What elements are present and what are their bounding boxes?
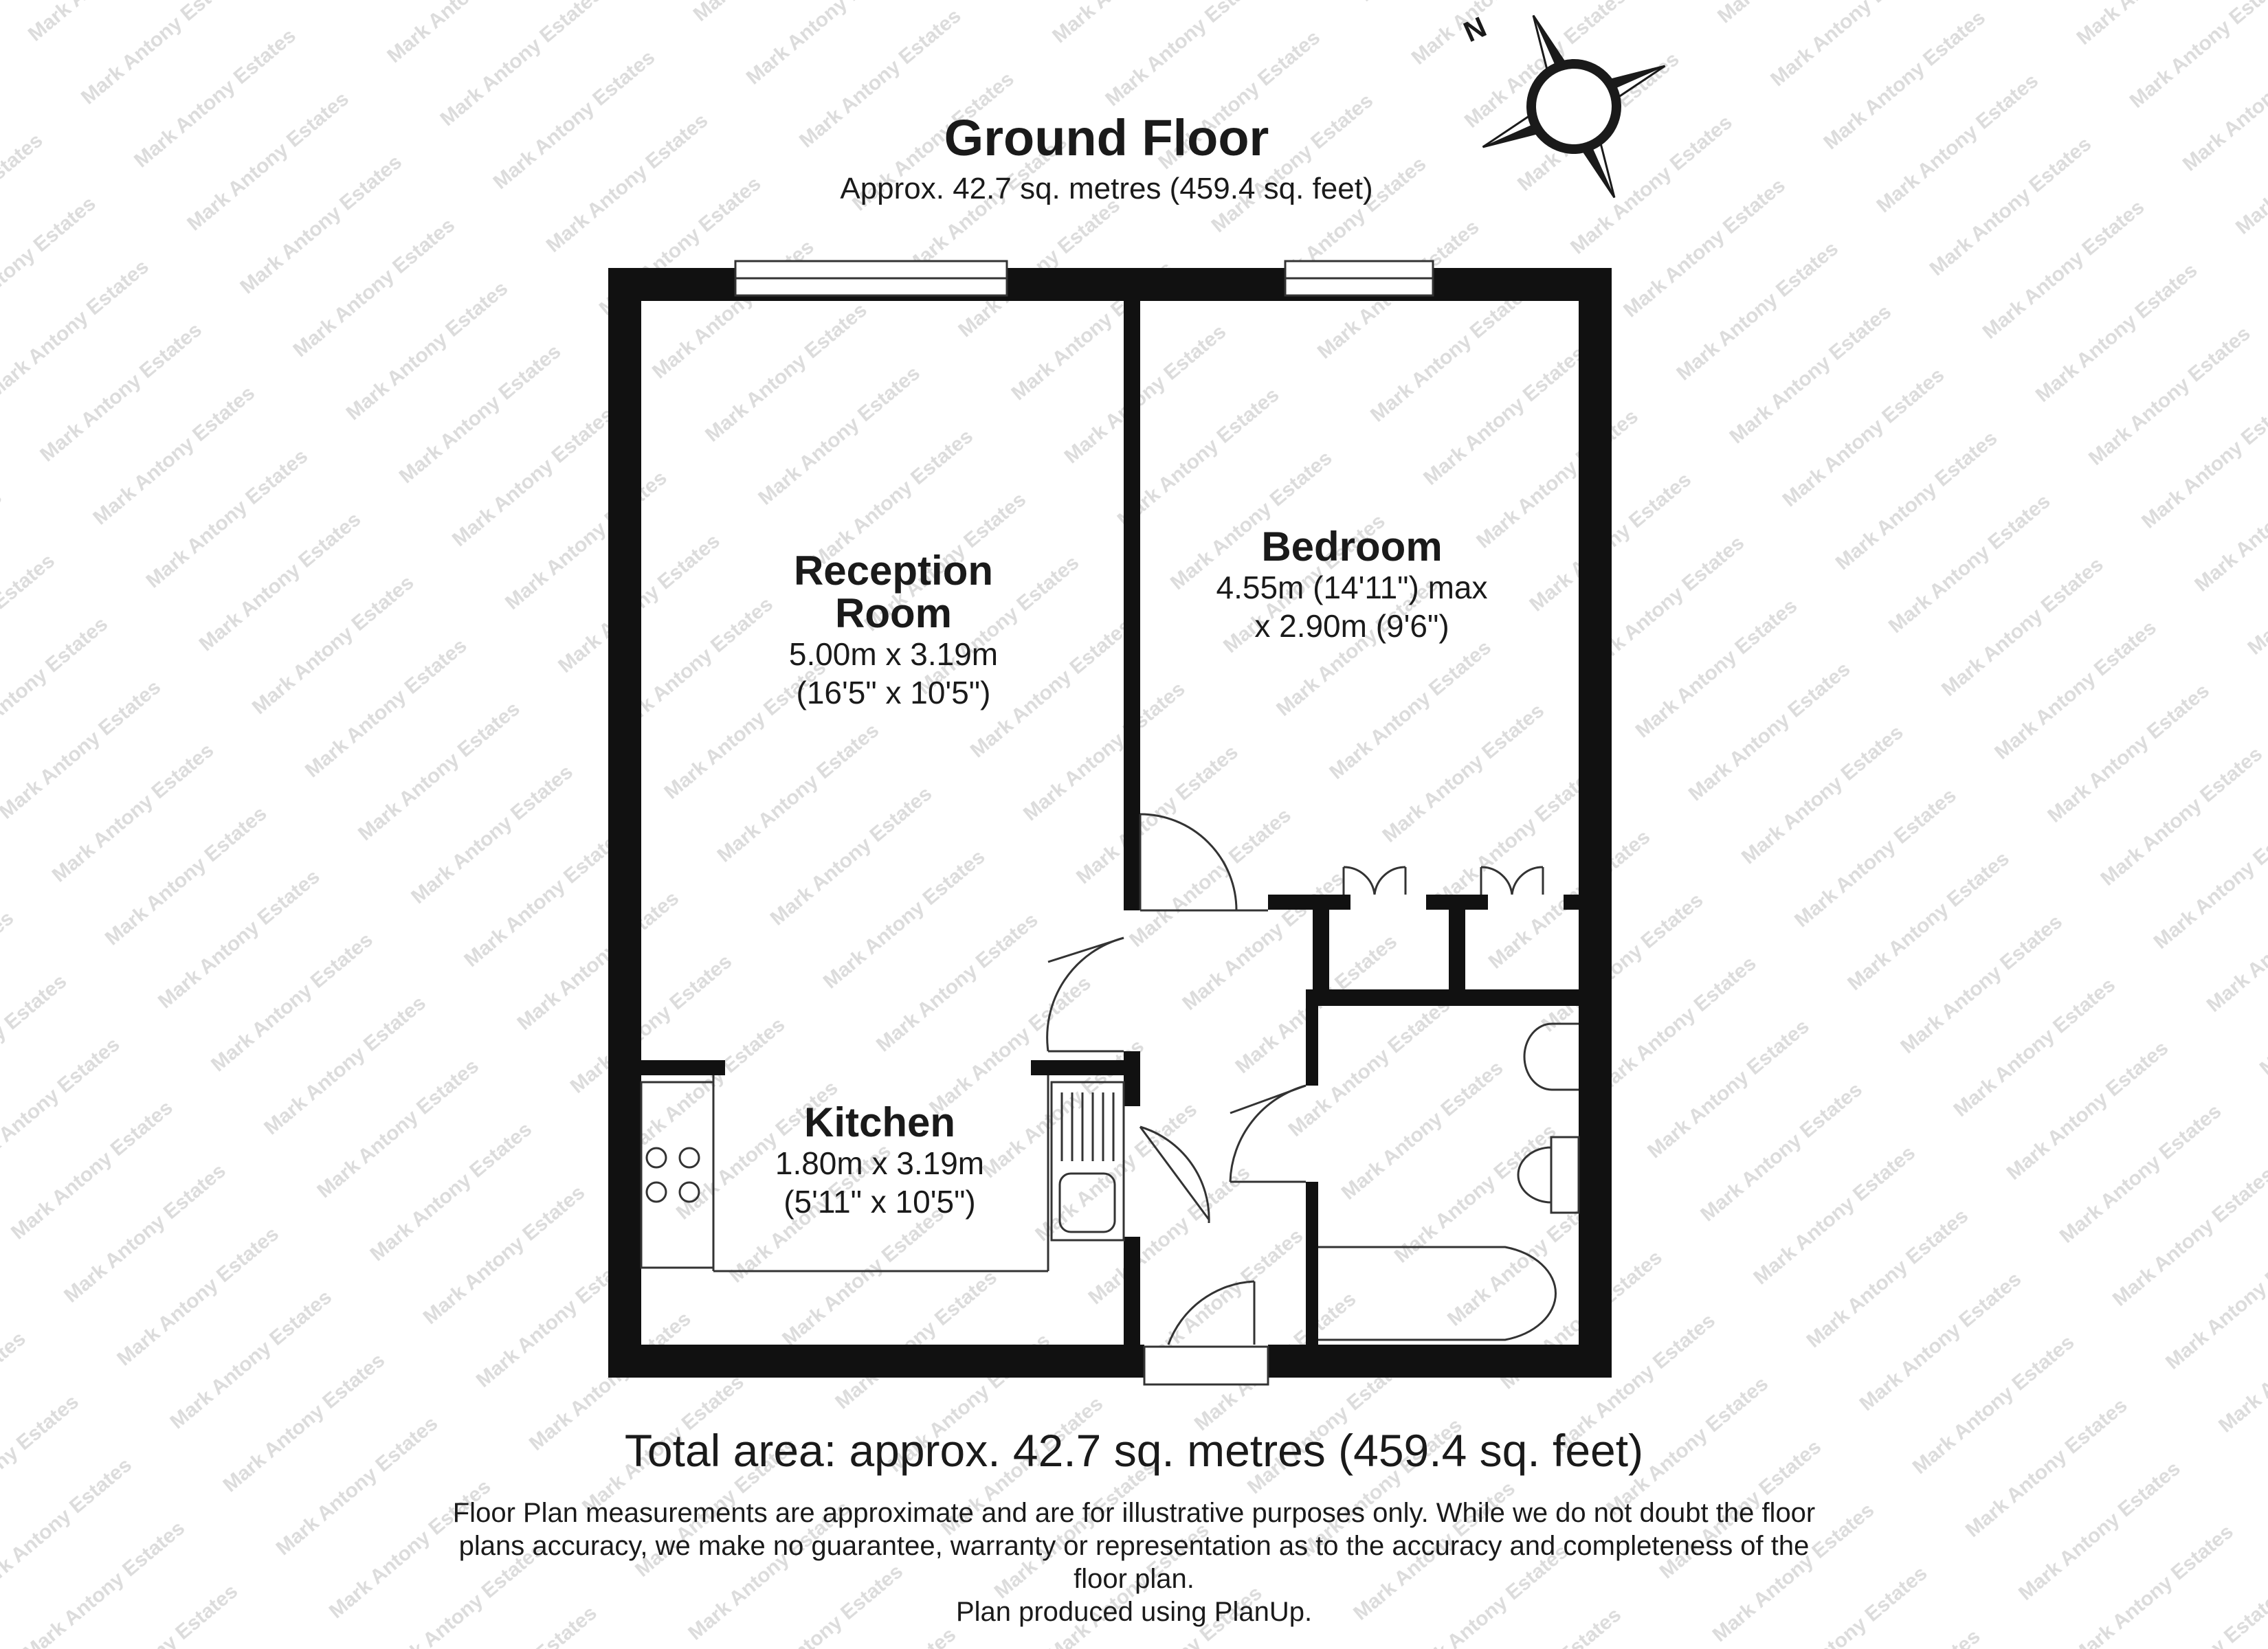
disclaimer [309,1496,1959,1628]
floor-title: Ground Floor [944,109,1269,166]
room-dimensions: (16'5" x 10'5") [796,675,991,710]
room-name: Reception [793,548,994,594]
total-area: Total area: approx. 42.7 sq. metres (459.4 sq. feet) [624,1425,1644,1476]
compass-north-label: N [1458,10,1491,49]
disclaimer-line: Floor Plan measurements are approximate and are for illustrative purposes only. While we do not doubt the floor [452,1498,1816,1528]
room-label-kitchen [742,1101,1017,1221]
room-name: Bedroom [1261,524,1443,570]
room-dimensions: x 2.90m (9'6") [1254,608,1449,644]
disclaimer-line: plans accuracy, we make no guarantee, warranty or representation as to the accuracy and completeness of the [458,1531,1810,1561]
room-dimensions: 1.80m x 3.19m [775,1145,985,1181]
room-dimensions: 5.00m x 3.19m [788,636,999,672]
disclaimer-line: floor plan. [1074,1564,1194,1594]
plan-credit: Plan produced using PlanUp. [955,1597,1313,1627]
room-dimensions: (5'11" x 10'5") [783,1184,976,1220]
room-name: Room [835,590,952,636]
room-name: Kitchen [803,1099,956,1145]
room-dimensions: 4.55m (14'11") max [1216,570,1488,605]
floor-subtitle: Approx. 42.7 sq. metres (459.4 sq. feet) [840,172,1373,205]
room-label-reception [722,550,1065,712]
room-label-bedroom [1146,526,1558,645]
